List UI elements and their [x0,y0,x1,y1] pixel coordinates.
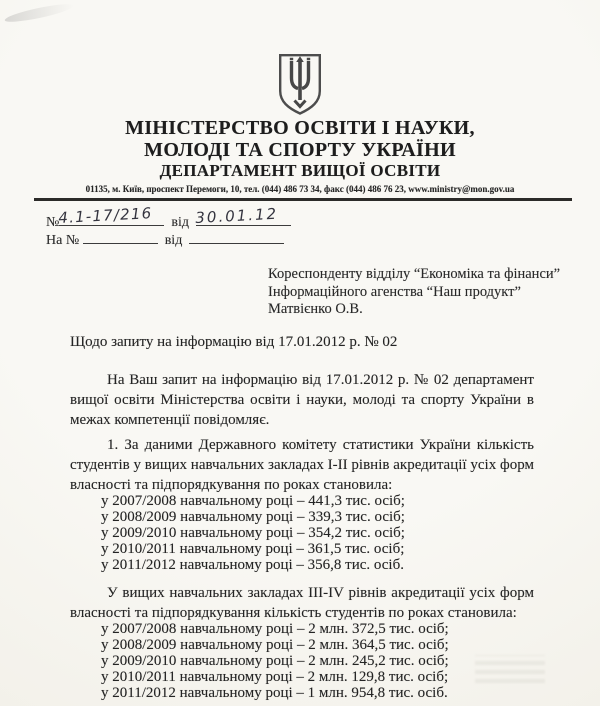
reply-reference-row [46,230,600,248]
outgoing-date-label: від [171,215,189,230]
letterhead [0,117,600,201]
stat-line: у 2007/2008 навчальному році – 441,3 тис. осіб; [101,492,405,509]
stat-line: у 2008/2009 навчальному році – 339,3 тис. осіб; [101,508,405,525]
recipient-line-agency: Інформаційного агенства “Наш продукт” [268,283,521,300]
subject-line: Щодо запиту на інформацію від 17.01.2012 р. № 02 [70,333,398,350]
letterhead-divider [34,198,572,201]
intro-paragraph: На Ваш запит на інформацію від 17.01.2012 р. № 02 департамент вищої освіти Міністерства освіти і науки, молоді та спорту України в межах компетенції повідомляє. [70,371,534,428]
contact-line: 01135, м. Київ, проспект Перемоги, 10, тел. (044) 486 73 34, факс (044) 486 76 23, www.ministry@mon.gov.ua [85,184,515,194]
recipient-line-person: Матвієнко О.В. [268,301,363,317]
outgoing-date-handwritten: 30.01.12 [194,204,279,228]
outgoing-date-line [194,204,291,228]
outgoing-number-handwritten: 4.1-17/216 [58,204,154,228]
stat-line: у 2011/2012 навчальному році – 1 млн. 954,8 тис. осіб. [101,684,448,701]
reply-number-line [83,230,158,244]
scan-bleedthrough [475,655,545,683]
recipient-block [268,266,600,319]
stat-line: у 2007/2008 навчальному році – 2 млн. 372,5 тис. осіб; [101,620,449,637]
item1-paragraph: 1. За даними Державного комітету статистики України кількість студентів у вищих навчальних закладах I-II рівнів акредитації усіх форм власності та підпорядкування по роках становила: [70,436,534,493]
reply-date-label: від [164,233,183,248]
item2-paragraph: У вищих навчальних закладах III-IV рівнів акредитації усіх форм власності та підпорядкування кількість студентів по роках становила: [70,584,534,621]
reference-block [46,204,600,248]
letter-body [70,370,534,701]
ministry-name-line2: МОЛОДІ ТА СПОРТУ УКРАЇНИ [144,139,456,161]
stat-line: у 2008/2009 навчальному році – 2 млн. 364,5 тис. осіб; [101,636,449,653]
students-count-levels-1-2-list [70,493,534,573]
stat-line: у 2010/2011 навчальному році – 361,5 тис. осіб; [101,540,405,557]
scan-smudge [4,1,75,25]
stat-line: у 2010/2011 навчальному році – 2 млн. 129,8 тис. осіб; [101,668,449,685]
ministry-name-line1: МІНІСТЕРСТВО ОСВІТИ І НАУКИ, [125,117,475,139]
reply-date-line [189,230,284,244]
stat-line: у 2009/2010 навчальному році – 354,2 тис. осіб; [101,524,405,541]
department-name: ДЕПАРТАМЕНТ ВИЩОЇ ОСВІТИ [159,161,441,180]
recipient-line-role: Кореспонденту відділу “Економіка та фінанси” [268,266,561,282]
outgoing-number-label: № [46,215,60,230]
ukraine-trident-emblem [278,53,322,117]
outgoing-number-line [58,204,164,228]
reply-number-label: На № [46,233,80,248]
stat-line: у 2009/2010 навчальному році – 2 млн. 245,2 тис. осіб; [101,652,449,669]
students-count-levels-3-4-list [70,621,534,701]
stat-line: у 2011/2012 навчальному році – 356,8 тис. осіб. [101,556,404,573]
outgoing-reference-row [46,204,600,230]
